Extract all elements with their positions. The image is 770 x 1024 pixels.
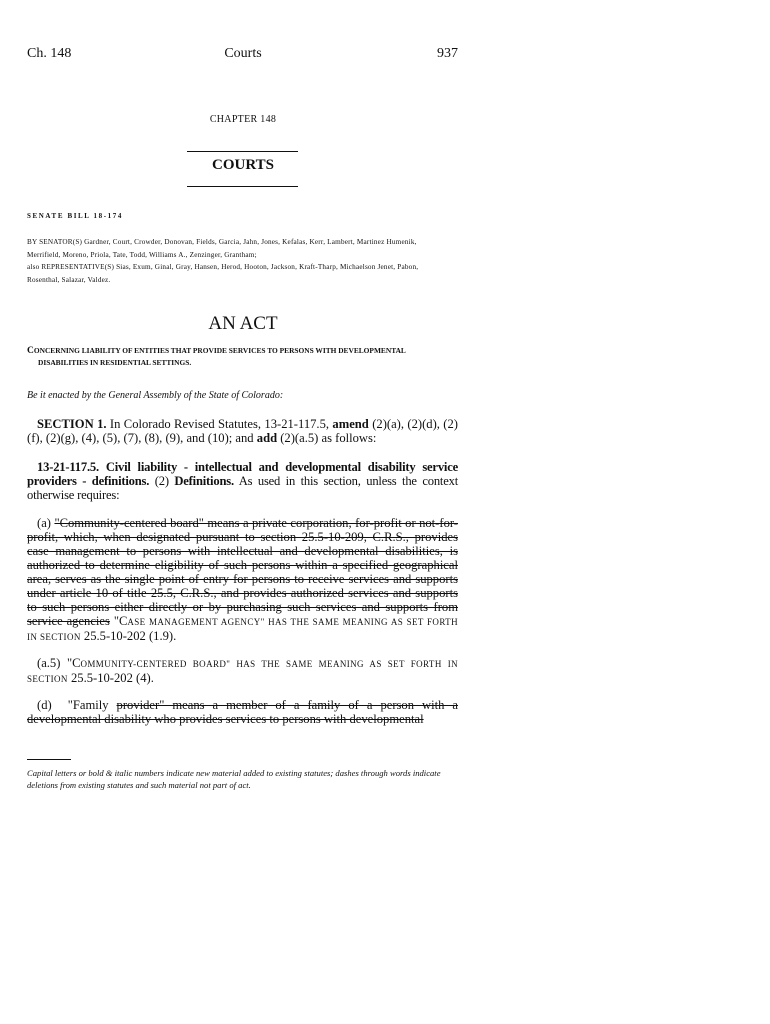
- paragraph-a: [27, 516, 458, 644]
- subject-title: COURTS: [212, 157, 274, 173]
- header-chapter: Ch. 148: [27, 46, 72, 61]
- chapter-label: CHAPTER 148: [209, 114, 277, 125]
- paragraph-d-lead: "Family: [67, 698, 109, 712]
- act-title: AN ACT: [208, 313, 278, 334]
- paragraph-a5-label: (a.5): [37, 656, 61, 670]
- section-1-text: (2)(a), (2)(d), (2)(f), (2)(g), (4), (5), (7), (8), (9), and (10); and: [27, 417, 458, 445]
- paragraph-a5: [27, 656, 458, 686]
- concerning-line-1: ONCERNING LIABILITY OF ENTITIES THAT PROVIDE SERVICES TO PERSONS WITH DEVELOPMENTAL: [33, 346, 406, 355]
- title-rule-top: [187, 151, 298, 152]
- section-1-text: In Colorado Revised Statutes, 13-21-117.5,: [109, 417, 330, 431]
- definitions-heading: Definitions.: [174, 474, 234, 488]
- paragraph-d: [27, 698, 458, 726]
- amend-keyword: amend: [332, 417, 369, 431]
- sponsors-block: [27, 236, 467, 287]
- statute-heading: [27, 460, 458, 502]
- concerning-initial: C: [27, 346, 34, 356]
- enacting-clause: Be it enacted by the General Assembly of the State of Colorado:: [27, 390, 284, 401]
- new-text-quote: "C: [66, 656, 81, 670]
- sponsors-line: Merrifield, Moreno, Priola, Tate, Todd, Williams A., Zenzinger, Grantham;: [27, 250, 257, 259]
- sponsors-line: BY SENATOR(S) Gardner, Court, Crowder, Donovan, Fields, Garcia, Jahn, Jones, Kefalas, Kerr, Lambert, Martinez Humenik,: [27, 238, 417, 246]
- statute-heading-title: 13-21-117.5. Civil liability - intellectual and developmental disability service providers - definitions.: [27, 460, 458, 488]
- definitions-intro: As used in this section, unless the context otherwise requires:: [27, 474, 458, 502]
- footnote: Capital letters or bold & italic numbers indicate new material added to existing statutes; dashes through words indicate deletions from existing statutes and such material not part of act.: [27, 768, 441, 790]
- deleted-text: provider" means a member of a family of a person with a developmental disability who provides services to persons with developmental: [27, 698, 459, 726]
- header-title: Courts: [224, 46, 262, 61]
- new-text-reference: 25.5-10-202 (1.9).: [83, 629, 177, 643]
- bill-number: SENATE BILL 18-174: [27, 212, 123, 220]
- subsection-number: (2): [154, 474, 169, 488]
- deleted-text: "Community-centered board" means a private corporation, for-profit or not-for-profit, which, when designated pursuant to section 25.5-10-209, C.R.S., provides case management to persons with intellectual and developmental disabilities, is authorized to determine eligibility of such persons within a specified geographical area, serves as the single point of entry for persons to receive services and supports under article 10 of title 25.5, C.R.S., and provides authorized services and supports to such persons either directly or by purchasing such services and supports from service agencies: [27, 516, 459, 628]
- title-rule-bottom: [187, 186, 298, 187]
- section-1-text: (2)(a.5) as follows:: [280, 431, 377, 445]
- section-1: [27, 417, 458, 445]
- sponsors-line: also REPRESENTATIVE(S) Sias, Exum, Ginal, Gray, Hansen, Herod, Hooton, Jackson, Kraft-Tharp, Michaelson Jenet, Pabon,: [27, 263, 419, 272]
- footnote-rule: [27, 759, 71, 760]
- concerning-line-2: DISABILITIES IN RESIDENTIAL SETTINGS.: [38, 358, 192, 367]
- sponsors-line: Rosenthal, Salazar, Valdez.: [27, 276, 111, 285]
- new-text: ASE MANAGEMENT AGENCY" HAS THE SAME MEANING AS SET FORTH IN SECTION: [27, 617, 458, 642]
- concerning-clause: [27, 345, 463, 369]
- new-text-reference: 25.5-10-202 (4).: [70, 671, 154, 685]
- paragraph-a-label: (a): [37, 516, 51, 530]
- header-page-number: 937: [437, 46, 458, 61]
- new-text: OMMUNITY-CENTERED BOARD" HAS THE SAME MEANING AS SET FORTH IN SECTION: [27, 659, 458, 684]
- section-1-label: SECTION 1.: [37, 417, 107, 431]
- add-keyword: add: [256, 431, 278, 445]
- paragraph-d-label: (d): [37, 698, 52, 712]
- new-text-quote: "C: [113, 614, 128, 628]
